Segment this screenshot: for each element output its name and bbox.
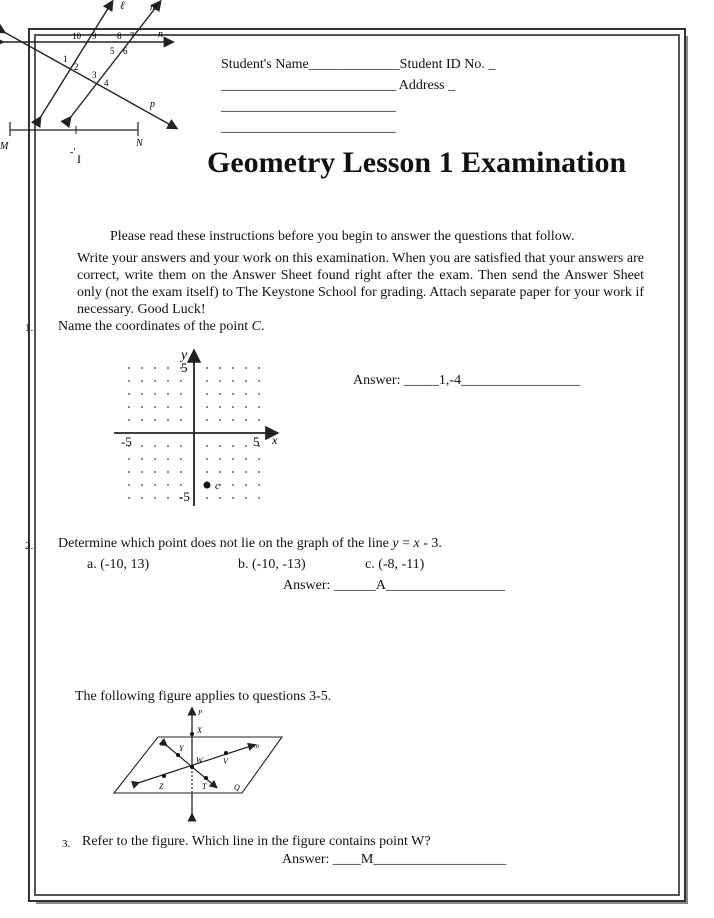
grid-dot — [180, 406, 182, 408]
instructions-intro: Please read these instructions before you begin to answer the questions that follow. — [110, 229, 575, 244]
grid-dot — [245, 445, 247, 447]
svg-text:1: 1 — [63, 54, 68, 64]
grid-dot — [167, 445, 169, 447]
label-l: ℓ — [120, 0, 125, 12]
grid-dot — [258, 367, 260, 369]
grid-dot — [245, 393, 247, 395]
tick-label-x-left: -5 — [121, 434, 132, 449]
grid-dot — [167, 458, 169, 460]
grid-dot — [232, 484, 234, 486]
svg-text:n: n — [160, 740, 164, 748]
grid-dot — [154, 471, 156, 473]
grid-dot — [258, 406, 260, 408]
point-z — [162, 774, 166, 778]
grid-dot — [128, 393, 130, 395]
grid-dot — [167, 484, 169, 486]
svg-text:Q: Q — [234, 783, 240, 792]
q3-text: Refer to the figure. Which line in the figure contains point W? — [82, 834, 431, 849]
grid-dot — [128, 458, 130, 460]
svg-text:2: 2 — [74, 62, 79, 72]
svg-text:7: 7 — [130, 31, 135, 41]
point-t — [204, 776, 208, 780]
line-l — [40, 2, 112, 118]
grid-dot — [167, 380, 169, 382]
grid-dot — [245, 406, 247, 408]
line-p — [4, 32, 176, 128]
intersecting-lines-figure — [0, 0, 200, 170]
grid-dot — [141, 458, 143, 460]
grid-dot — [154, 419, 156, 421]
grid-dot — [232, 406, 234, 408]
svg-text:X: X — [197, 726, 202, 735]
grid-dot — [180, 458, 182, 460]
q1-answer[interactable]: Answer: _____1,-4_________________ — [353, 373, 581, 388]
grid-dot — [206, 406, 208, 408]
svg-text:10: 10 — [72, 31, 81, 41]
label-N: N — [136, 138, 143, 149]
grid-dot — [167, 471, 169, 473]
grid-dot — [180, 445, 182, 447]
point-c — [204, 482, 211, 489]
grid-dot — [128, 380, 130, 382]
point-w — [190, 765, 194, 769]
point-c-label: c — [215, 480, 220, 492]
svg-text:Y: Y — [179, 744, 184, 753]
grid-dot — [128, 419, 130, 421]
q1-text: Name the coordinates of the point C. — [58, 319, 265, 334]
svg-text:V: V — [223, 757, 228, 766]
grid-dot — [232, 419, 234, 421]
grid-dot — [258, 419, 260, 421]
svg-text:Z: Z — [159, 782, 164, 791]
tick-label-y-top: 5 — [181, 360, 188, 375]
grid-dot — [128, 367, 130, 369]
grid-dot — [219, 445, 221, 447]
grid-dot — [219, 471, 221, 473]
grid-dot — [154, 367, 156, 369]
grid-dot — [180, 471, 182, 473]
grid-dot — [167, 393, 169, 395]
grid-dot — [245, 458, 247, 460]
tick-mark: I — [77, 152, 81, 166]
address-blank-2[interactable]: _________________________ — [221, 120, 396, 135]
label-n: n — [158, 29, 163, 40]
grid-dot — [258, 484, 260, 486]
grid-dot — [141, 393, 143, 395]
instructions-body: Write your answers and your work on this examination. When you are satisfied that your answers are correct, write them on the Answer Sheet found right after the exam. Then send the Answer Sheet only (not the exam itself) to The Keystone School for grading. Attach separate paper for your work if necessary. Good Luck! — [77, 251, 644, 317]
grid-dot — [245, 484, 247, 486]
label-M: M — [0, 141, 9, 152]
q2-text: Determine which point does not lie on the graph of the line y = x - 3. — [58, 536, 442, 551]
grid-dot — [141, 367, 143, 369]
q2-answer[interactable]: Answer: ______A_________________ — [283, 578, 506, 593]
grid-dot — [219, 393, 221, 395]
tick-label-x-right: 5 — [253, 434, 260, 449]
svg-text:5: 5 — [110, 46, 115, 56]
grid-dot — [141, 406, 143, 408]
grid-dot — [128, 471, 130, 473]
coordinate-grid — [108, 346, 288, 516]
grid-dot — [232, 380, 234, 382]
grid-dot — [232, 445, 234, 447]
grid-dot — [141, 497, 143, 499]
y-axis-label: y — [181, 348, 188, 363]
grid-dot — [180, 419, 182, 421]
grid-dot — [219, 497, 221, 499]
address-line[interactable]: _________________________ Address _ — [221, 78, 456, 93]
grid-dot — [245, 471, 247, 473]
grid-dot — [141, 484, 143, 486]
grid-dot — [206, 380, 208, 382]
grid-dot — [167, 497, 169, 499]
grid-dot — [258, 497, 260, 499]
svg-text:m: m — [254, 742, 260, 750]
q2-number: 2. — [25, 540, 34, 552]
grid-dot — [154, 497, 156, 499]
svg-text:3: 3 — [92, 70, 97, 80]
grid-dot — [206, 471, 208, 473]
q3-answer[interactable]: Answer: ____M___________________ — [282, 852, 507, 867]
grid-dot — [206, 497, 208, 499]
x-axis-label: x — [272, 433, 278, 447]
grid-dot — [141, 380, 143, 382]
grid-dot — [154, 393, 156, 395]
grid-dot — [180, 393, 182, 395]
grid-dot — [167, 406, 169, 408]
q3-number: 3. — [62, 838, 71, 850]
svg-text:8: 8 — [117, 31, 122, 41]
grid-dot — [167, 419, 169, 421]
point-y — [176, 753, 180, 757]
grid-dot — [258, 471, 260, 473]
grid-dot — [245, 497, 247, 499]
grid-dot — [258, 458, 260, 460]
grid-dot — [232, 471, 234, 473]
grid-dot — [219, 380, 221, 382]
grid-dot — [167, 367, 169, 369]
grid-dot — [141, 445, 143, 447]
grid-dot — [128, 484, 130, 486]
tick-label-y-bottom: -5 — [179, 489, 190, 504]
grid-dot — [206, 367, 208, 369]
svg-text:W: W — [196, 756, 203, 765]
grid-dot — [206, 458, 208, 460]
plane-figure — [108, 705, 288, 823]
grid-dot — [206, 393, 208, 395]
grid-dot — [154, 380, 156, 382]
grid-dot — [180, 380, 182, 382]
grid-dot — [219, 406, 221, 408]
q2-choice-a: a. (-10, 13) — [87, 557, 150, 572]
q2-choice-c: c. (-8, -11) — [365, 557, 425, 572]
svg-text:T: T — [202, 782, 207, 791]
q2-choice-b: b. (-10, -13) — [238, 557, 306, 572]
grid-dot — [128, 406, 130, 408]
point-x — [190, 732, 194, 736]
grid-dot — [219, 419, 221, 421]
label-m: m — [150, 2, 158, 13]
student-name-line[interactable]: Student's Name_____________Student ID No. _ — [221, 57, 496, 72]
page-title: Geometry Lesson 1 Examination — [207, 146, 627, 179]
grid-dot — [232, 458, 234, 460]
address-blank-1[interactable]: _________________________ — [221, 99, 396, 114]
grid-dot — [128, 497, 130, 499]
svg-text:6: 6 — [123, 46, 128, 56]
figure-note: The following figure applies to questions 3-5. — [75, 689, 332, 704]
label-p: p — [150, 99, 155, 110]
grid-dot — [232, 393, 234, 395]
grid-dot — [245, 367, 247, 369]
svg-text:4: 4 — [104, 78, 109, 88]
svg-text:9: 9 — [92, 31, 97, 41]
grid-dot — [206, 419, 208, 421]
line-m — [70, 2, 160, 118]
tick-label: -' — [70, 147, 76, 158]
grid-dot — [141, 471, 143, 473]
grid-dot — [154, 484, 156, 486]
grid-dot — [206, 445, 208, 447]
grid-dot — [258, 393, 260, 395]
grid-dot — [180, 484, 182, 486]
grid-dot — [245, 380, 247, 382]
grid-dot — [219, 367, 221, 369]
grid-dot — [154, 458, 156, 460]
grid-dot — [141, 419, 143, 421]
grid-dot — [258, 380, 260, 382]
grid-dot — [154, 406, 156, 408]
q1-number: 1. — [25, 322, 34, 334]
grid-dot — [219, 458, 221, 460]
svg-text:P: P — [198, 709, 203, 717]
grid-dot — [232, 497, 234, 499]
grid-dot — [245, 419, 247, 421]
grid-dot — [154, 445, 156, 447]
point-v — [224, 751, 228, 755]
grid-dot — [232, 367, 234, 369]
